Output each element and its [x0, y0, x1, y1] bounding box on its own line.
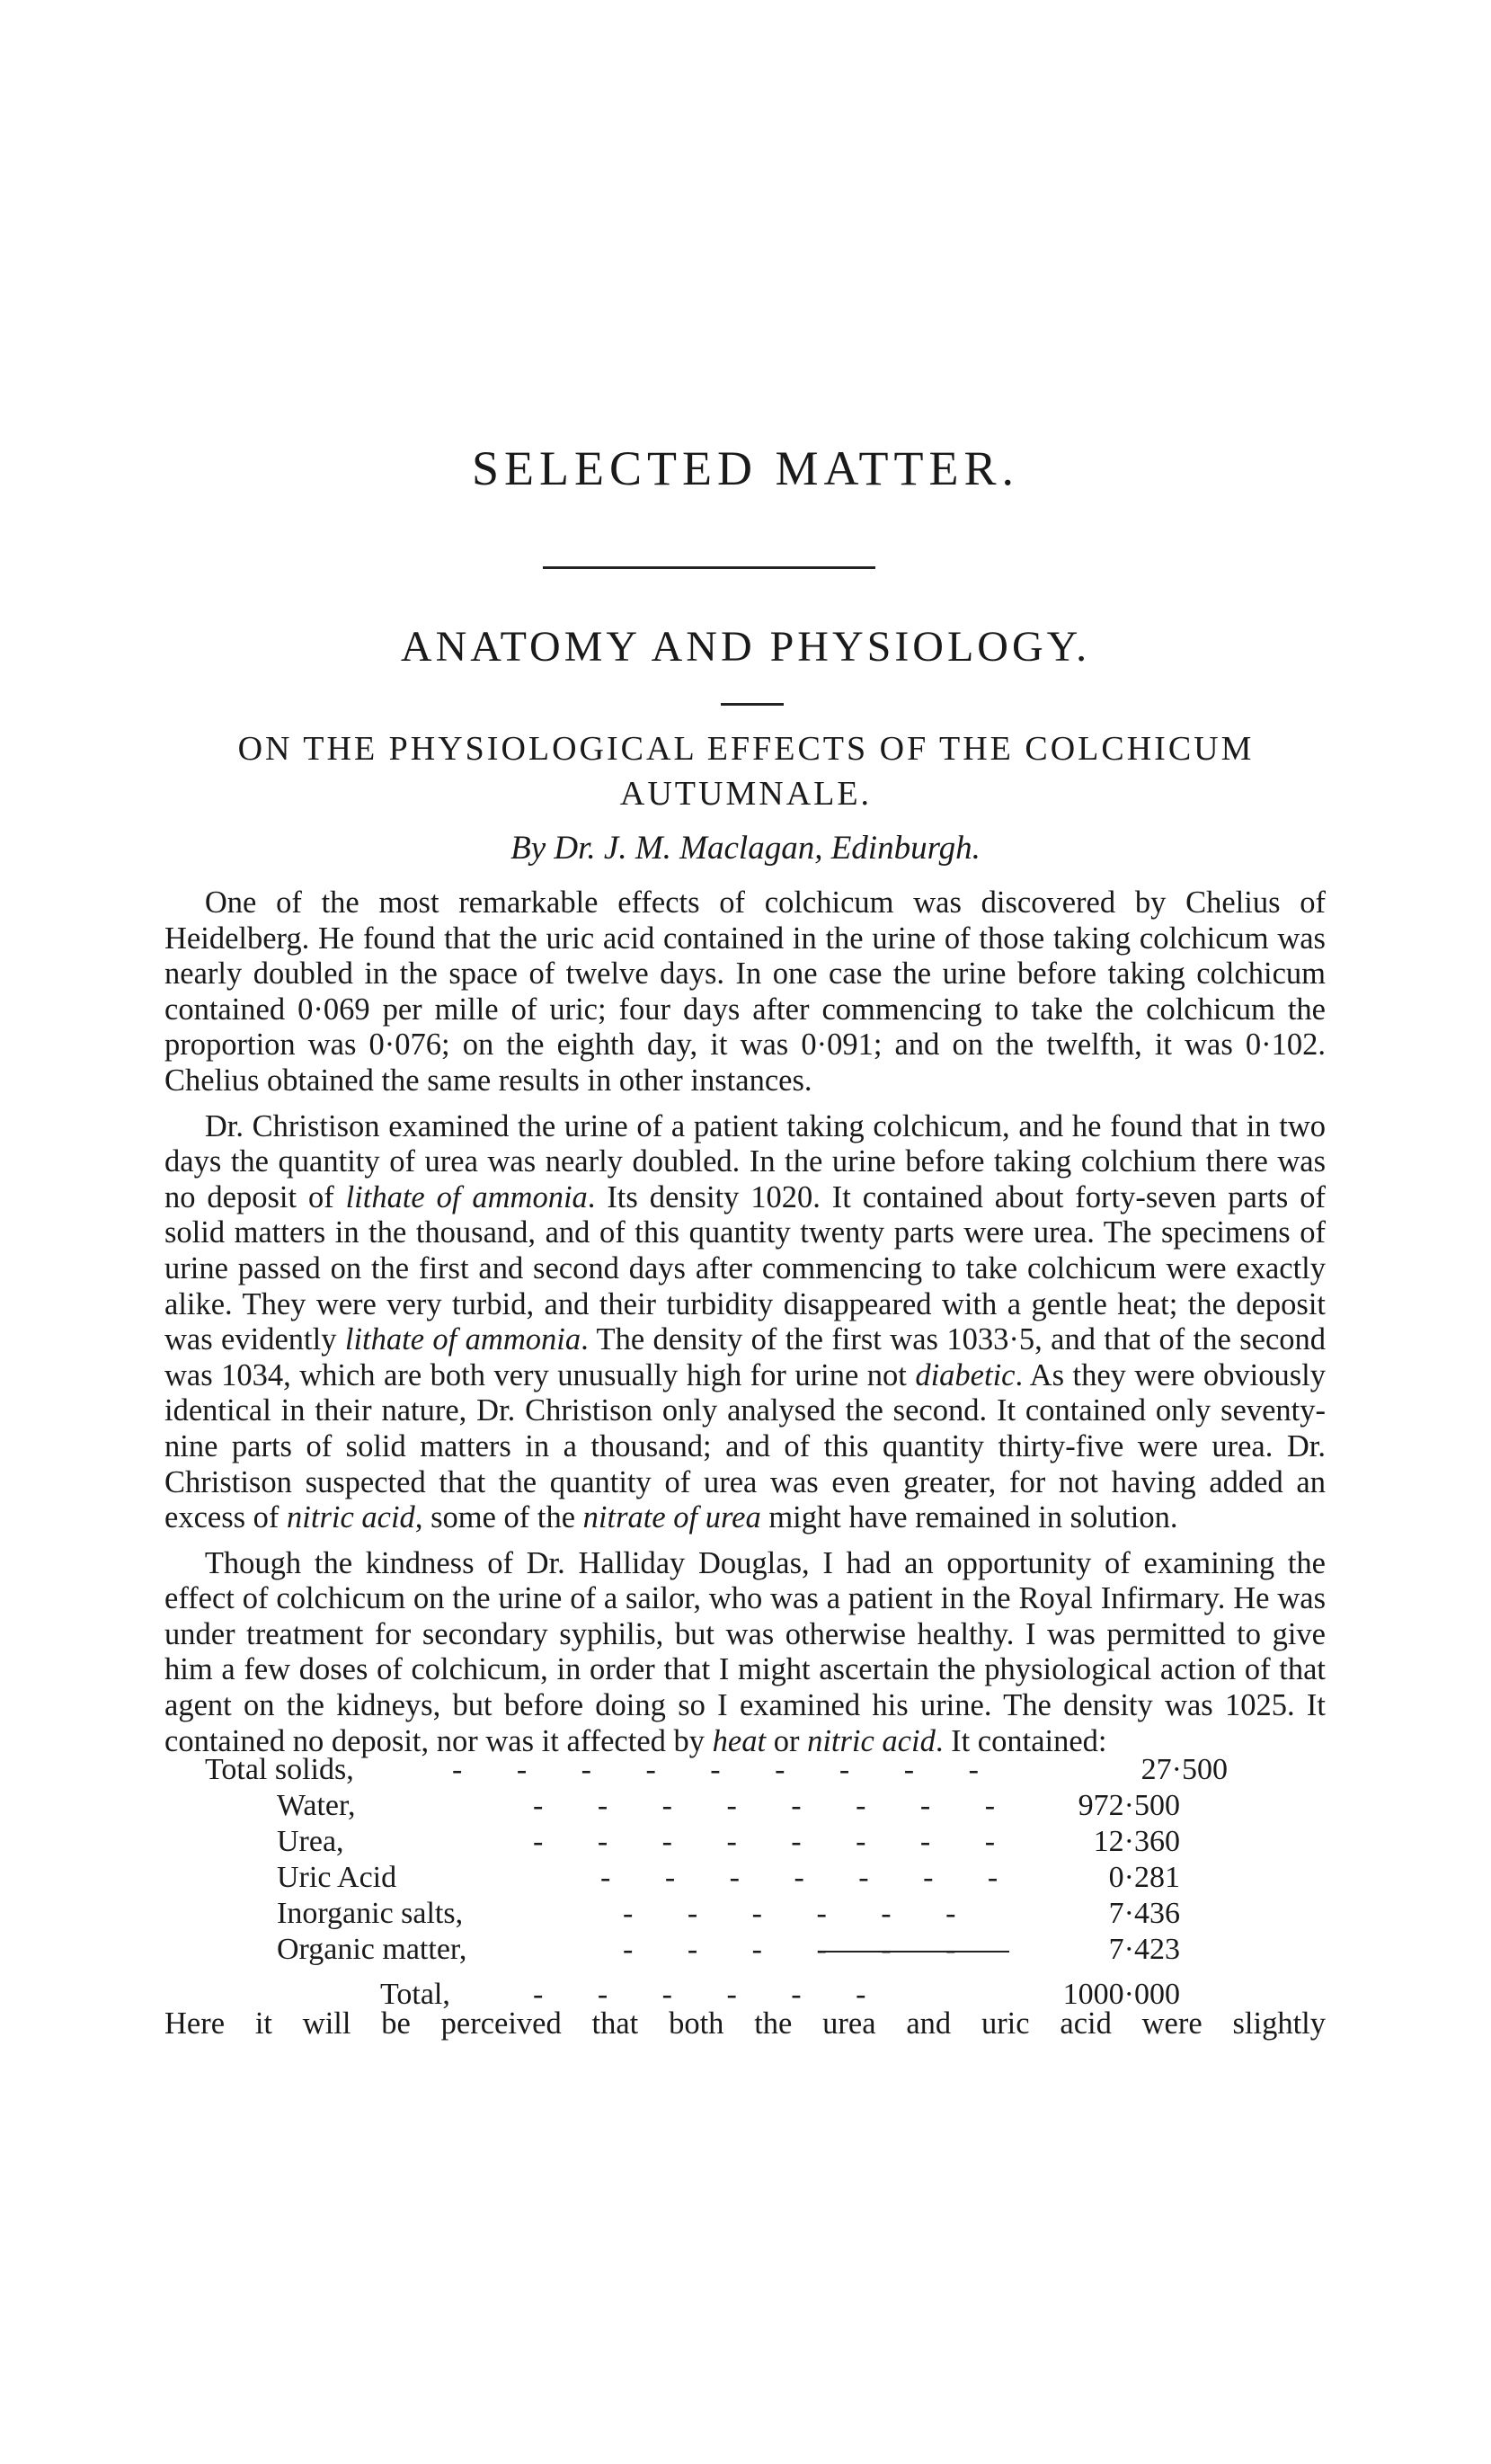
row-label: Urea,: [277, 1825, 344, 1858]
text-run: . As they were obviously identical in their nature, Dr. Christison only analysed the second. It contained only seventy-nine parts of solid matters in a thousand; and of this quantity thirty-five were urea. Dr. Christison suspected that the quantity of urea was even greater, for not having added an excess of: [164, 1357, 1326, 1535]
row-value: 27·500: [1140, 1753, 1228, 1786]
row-label: Organic matter,: [277, 1933, 467, 1966]
text-run: . The density of the first was 1033·5, and that of the second was 1034, which are both very unusually high for urine not: [164, 1322, 1327, 1392]
row-leader: - - - - - - - -: [533, 1789, 1019, 1822]
row-value: 972·500: [1078, 1789, 1180, 1822]
table-row: [164, 1753, 1326, 1789]
row-leader: - - - - - - - - -: [452, 1753, 1002, 1786]
section-title: SELECTED MATTER.: [472, 441, 1019, 495]
article-body: [164, 885, 1326, 1769]
row-value: 7·436: [1108, 1897, 1180, 1930]
italic-term: lithate of ammonia: [344, 1322, 581, 1357]
table-row: [164, 1789, 1326, 1825]
italic-term: diabetic: [915, 1357, 1016, 1392]
continuation-line: Here it will be perceived that both the urea and uric acid were slightly: [164, 2006, 1326, 2041]
row-label: Total solids,: [205, 1753, 354, 1786]
row-value: 7·423: [1108, 1933, 1180, 1966]
subject-heading: ANATOMY AND PHYSIOLOGY.: [400, 623, 1091, 671]
title-rule: [543, 566, 875, 569]
italic-term: lithate of ammonia: [345, 1179, 588, 1214]
italic-term: heat: [712, 1723, 767, 1758]
text-run: . Its density 1020. It contained about forty-seven parts of solid matters in the thousand, and of this quantity twenty parts were urea. The specimens of urine passed on the first and second days after commencing to take colchicum were exactly alike. They were very turbid, and their turbidity disappeared with a gentle heat; the deposit was evidently: [164, 1179, 1326, 1357]
row-leader: - - - - - - - -: [533, 1825, 1019, 1858]
text-run: , some of the: [414, 1500, 583, 1535]
row-leader: - - - - - -: [623, 1897, 980, 1930]
total-label: Total,: [380, 1978, 450, 2011]
paragraph-1: One of the most remarkable effects of colchicum was discovered by Chelius of Heidelberg. He found that the uric acid contained in the urine of those taking colchicum was nearly doubled in the space of twelve days. In one case the urine before taking colchicum contained 0·069 per mille of uric; four days after commencing to take the colchicum the proportion was 0·076; on the eighth day, it was 0·091; and on the twelfth, it was 0·102. Chelius obtained the same results in other instances.: [164, 885, 1326, 1098]
total-value: 1000·000: [1062, 1978, 1180, 2011]
row-leader: - - - - - - -: [600, 1861, 1022, 1894]
text-run: . It contained:: [935, 1723, 1107, 1758]
total-leader: - - - - - -: [533, 1978, 890, 2011]
row-label: Uric Acid: [277, 1861, 397, 1894]
table-row: [164, 1825, 1326, 1861]
sum-rule: [821, 1951, 1009, 1953]
table-row: [164, 1933, 1326, 1969]
row-value: 0·281: [1108, 1861, 1180, 1894]
italic-term: nitrate of urea: [582, 1500, 761, 1535]
table-row: [164, 1897, 1326, 1933]
row-value: 12·360: [1093, 1825, 1180, 1858]
italic-term: nitric acid: [807, 1723, 936, 1758]
table-row: [164, 1861, 1326, 1897]
text-run: Though the kindness of Dr. Halliday Douglas, I had an opportunity of examining the effect of colchicum on the urine of a sailor, who was a patient in the Royal Infirmary. He was under treatment for secondary syphilis, but was otherwise healthy. I was permitted to give him a few doses of colchicum, in order that I might ascertain the physiological action of that agent on the kidneys, but before doing so I examined his urine. The density was 1025. It contained no deposit, nor was it affected by: [164, 1545, 1326, 1758]
text-run: might have remained in solution.: [760, 1500, 1178, 1535]
paragraph-2: [164, 1109, 1326, 1536]
article-title: ON THE PHYSIOLOGICAL EFFECTS OF THE COLCHICUM AUTUMNALE.: [237, 730, 1255, 813]
text-run: Dr. Christison examined the urine of a patient taking colchicum, and he found that in two days the quantity of urea was nearly doubled. In the urine before taking colchium there was no deposit of: [164, 1108, 1326, 1214]
subject-rule: [721, 703, 784, 706]
row-label: Water,: [277, 1789, 356, 1822]
italic-term: nitric acid: [287, 1500, 415, 1535]
row-label: Inorganic salts,: [277, 1897, 464, 1930]
text-run: or: [766, 1723, 808, 1758]
row-leader: - - - - - -: [623, 1933, 980, 1966]
byline: By Dr. J. M. Maclagan, Edinburgh.: [510, 830, 981, 867]
paragraph-3: [164, 1546, 1326, 1760]
